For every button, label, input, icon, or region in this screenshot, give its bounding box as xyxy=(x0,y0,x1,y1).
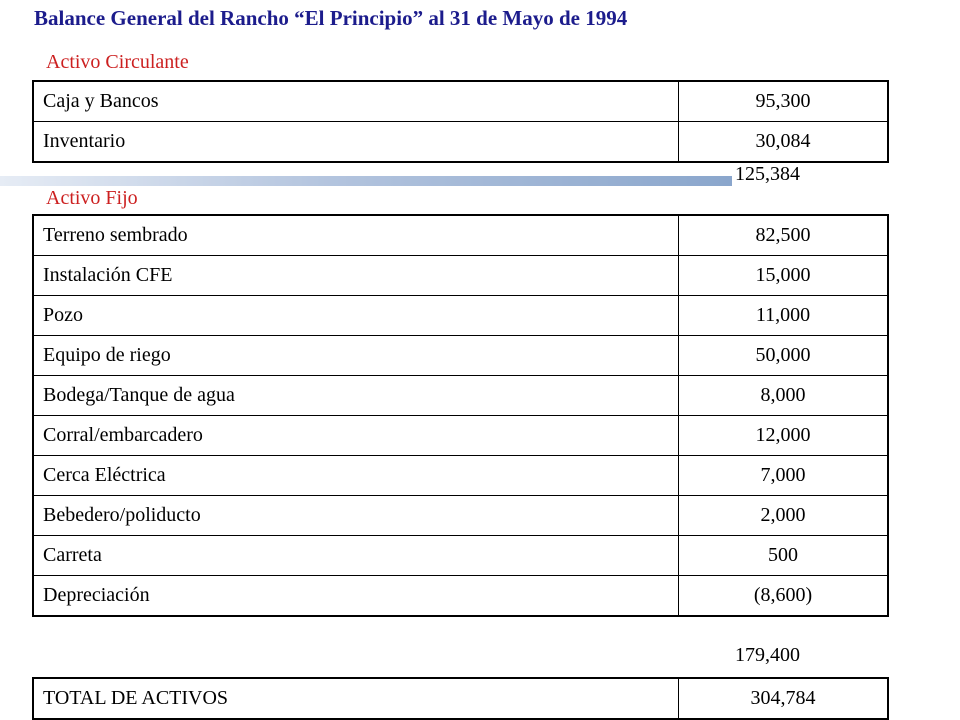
row-monto: 12,000 xyxy=(679,416,888,456)
row-concepto: Equipo de riego xyxy=(34,336,679,376)
subtotal-activo-circulante: 125,384 xyxy=(735,163,800,185)
row-concepto: Inventario xyxy=(34,122,679,162)
row-monto: 15,000 xyxy=(679,256,888,296)
table-row xyxy=(34,336,888,376)
total-concepto: TOTAL DE ACTIVOS xyxy=(34,679,679,719)
table-row xyxy=(34,216,888,256)
row-concepto: Bebedero/poliducto xyxy=(34,496,679,536)
section-label-activo-fijo: Activo Fijo xyxy=(46,187,138,209)
page-title: Balance General del Rancho “El Principio” al 31 de Mayo de 1994 xyxy=(34,6,628,30)
section-label-activo-circulante: Activo Circulante xyxy=(46,51,189,73)
row-concepto: Depreciación xyxy=(34,576,679,616)
decorative-bar xyxy=(0,176,732,186)
table-row xyxy=(34,456,888,496)
table-row xyxy=(34,416,888,456)
table-row xyxy=(34,679,888,719)
table-row xyxy=(34,376,888,416)
table-row xyxy=(34,122,888,162)
total-monto: 304,784 xyxy=(679,679,888,719)
total-activos-table xyxy=(33,678,888,719)
row-monto: 11,000 xyxy=(679,296,888,336)
row-monto: 82,500 xyxy=(679,216,888,256)
table-row xyxy=(34,82,888,122)
table-row xyxy=(34,576,888,616)
activo-fijo-table xyxy=(33,215,888,616)
table-row xyxy=(34,496,888,536)
row-monto: (8,600) xyxy=(679,576,888,616)
row-monto: 95,300 xyxy=(679,82,888,122)
row-monto: 2,000 xyxy=(679,496,888,536)
row-concepto: Cerca Eléctrica xyxy=(34,456,679,496)
row-concepto: Caja y Bancos xyxy=(34,82,679,122)
row-concepto: Corral/embarcadero xyxy=(34,416,679,456)
table-row xyxy=(34,296,888,336)
subtotal-activo-fijo: 179,400 xyxy=(735,644,800,666)
row-concepto: Terreno sembrado xyxy=(34,216,679,256)
table-row xyxy=(34,256,888,296)
row-concepto: Pozo xyxy=(34,296,679,336)
row-monto: 30,084 xyxy=(679,122,888,162)
row-concepto: Instalación CFE xyxy=(34,256,679,296)
row-monto: 7,000 xyxy=(679,456,888,496)
table-row xyxy=(34,536,888,576)
row-monto: 500 xyxy=(679,536,888,576)
row-concepto: Carreta xyxy=(34,536,679,576)
activo-circulante-table xyxy=(33,81,888,162)
row-concepto: Bodega/Tanque de agua xyxy=(34,376,679,416)
row-monto: 50,000 xyxy=(679,336,888,376)
row-monto: 8,000 xyxy=(679,376,888,416)
